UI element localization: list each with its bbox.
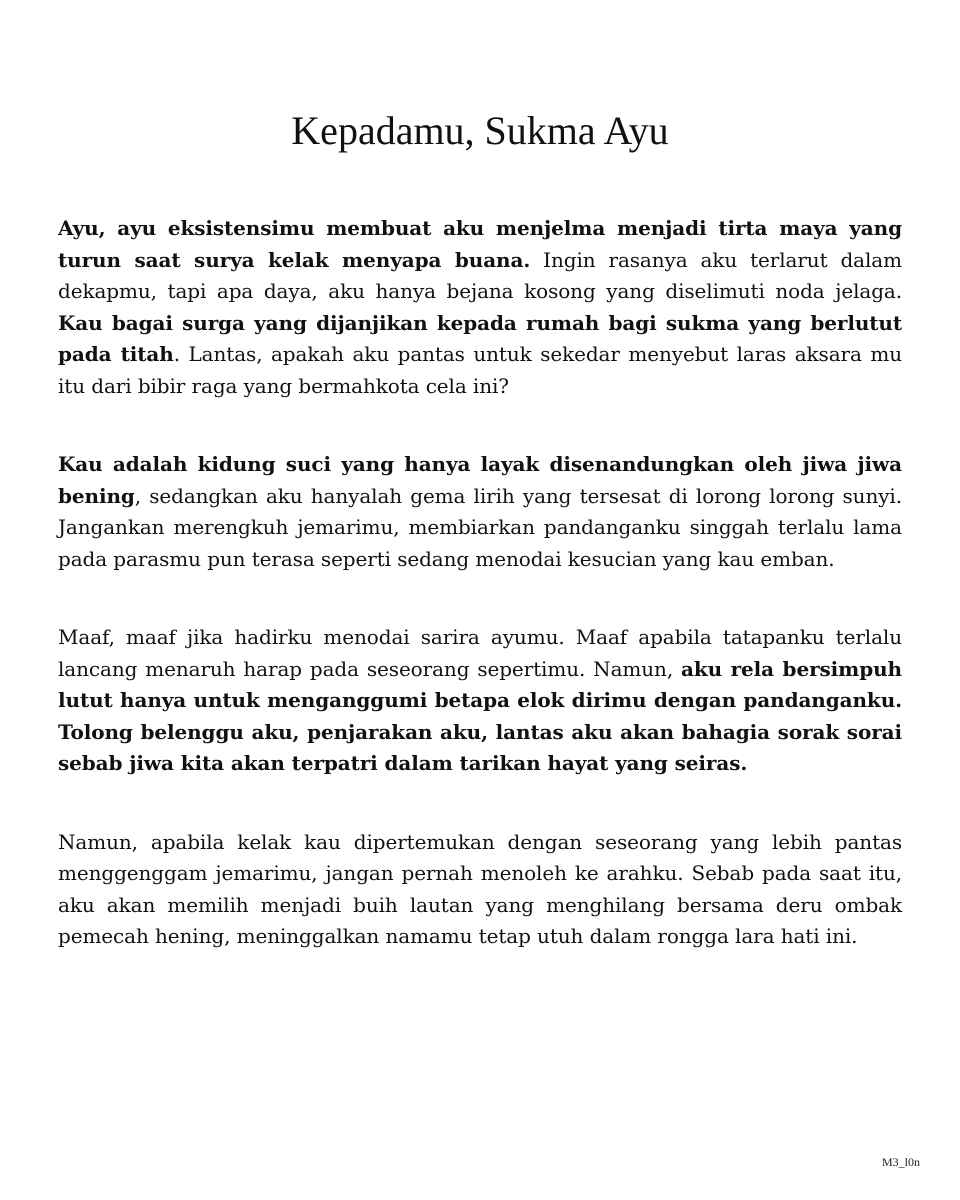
author-credit: M3_l0n (881, 1155, 920, 1169)
poem-body (58, 213, 902, 1000)
regular-text: Maaf, maaf jika hadirku menodai sarira ayumu. Maaf apabila tatapanku terlalu lancang menaruh harap pada seseorang sepertimu. Namun, (58, 625, 902, 681)
bold-text: Kau adalah kidung suci yang hanya layak disenandungkan oleh jiwa jiwa bening (58, 452, 902, 508)
paragraph-3 (58, 622, 902, 780)
bold-text: Kau bagai surga yang dijanjikan kepada rumah bagi sukma yang berlutut pada titah (58, 310, 902, 366)
poem-title: Kepadamu, Sukma Ayu (291, 108, 669, 153)
paragraph-4 (58, 827, 902, 953)
bold-text: Ayu, ayu eksistensimu membuat aku menjelma menjadi tirta maya yang turun saat surya kelak menyapa buana. (58, 216, 902, 272)
paragraph-1 (58, 213, 902, 402)
bold-text: aku rela bersimpuh lutut hanya untuk menganggumi betapa elok dirimu dengan pandanganku. Tolong belenggu aku, penjarakan aku, lantas aku akan bahagia sorak sorai sebab jiwa kita akan terpatri dalam tarikan hayat yang seiras. (58, 656, 902, 775)
regular-text: , sedangkan aku hanyalah gema lirih yang tersesat di lorong lorong sunyi. Jangankan merengkuh jemarimu, membiarkan pandanganku singgah terlalu lama pada parasmu pun terasa seperti sedang menodai kesucian yang kau emban. (58, 483, 902, 571)
paragraph-2 (58, 449, 902, 575)
regular-text: Ingin rasanya aku terlarut dalam dekapmu, tapi apa daya, aku hanya bejana kosong yang diselimuti noda jelaga. (58, 247, 902, 303)
regular-text: Namun, apabila kelak kau dipertemukan dengan seseorang yang lebih pantas menggenggam jemarimu, jangan pernah menoleh ke arahku. Sebab pada saat itu, aku akan memilih menjadi buih lautan yang menghilang bersama deru ombak pemecah hening, meninggalkan namamu tetap utuh dalam rongga lara hati ini. (58, 829, 902, 948)
regular-text: . Lantas, apakah aku pantas untuk sekedar menyebut laras aksara mu itu dari bibir raga yang bermahkota cela ini? (58, 342, 902, 398)
